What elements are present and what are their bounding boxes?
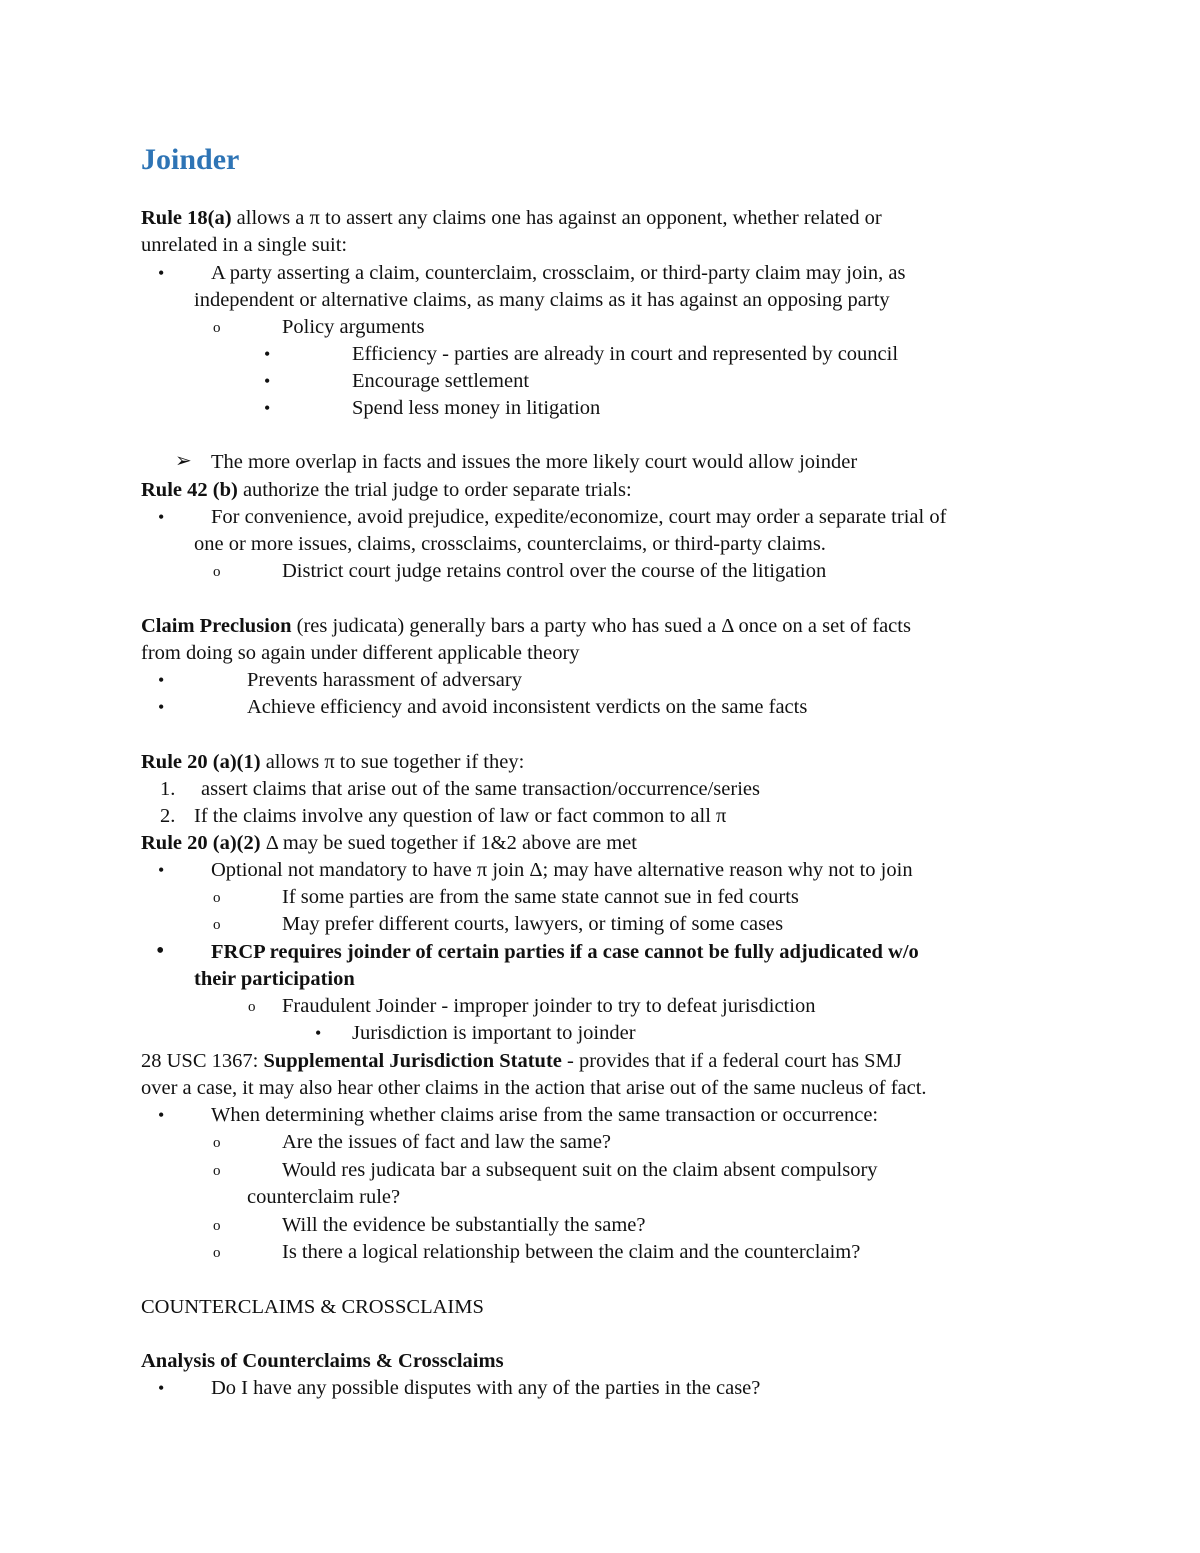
usc1367-sub2-line2: counterclaim rule? [247, 1186, 401, 1208]
rule18a-text1: allows a π to assert any claims one has against an opponent, whether related or [231, 207, 882, 229]
rule20a2-sub2: May prefer different courts, lawyers, or timing of some cases [282, 913, 784, 935]
claim-preclusion-line2: from doing so again under different applicable theory [141, 642, 580, 664]
ring-bullet-icon: o [213, 890, 221, 906]
rule18a-label: Rule 18(a) [141, 207, 232, 229]
bullet-icon: • [158, 507, 165, 527]
bullet-icon: • [156, 938, 165, 964]
rule20a2-bullet2-line1: FRCP requires joinder of certain parties if a case cannot be fully adjudicated w/o [211, 941, 919, 963]
rule18a-sub1: Policy arguments [282, 316, 425, 338]
bullet-icon: • [158, 670, 165, 690]
ring-bullet-icon: o [213, 564, 221, 580]
counterclaims-subheading: Analysis of Counterclaims & Crossclaims [141, 1350, 504, 1372]
rule20a1-text: allows π to sue together if they: [260, 751, 525, 773]
rule20a1-item2: If the claims involve any question of law or fact common to all π [194, 805, 727, 827]
rule18a-arrow-item: The more overlap in facts and issues the more likely court would allow joinder [211, 451, 858, 473]
rule20a2-bullet1: Optional not mandatory to have π join Δ; may have alternative reason why not to join [211, 859, 913, 881]
rule42b-bullet1-line2: one or more issues, claims, crossclaims, counterclaims, or third-party claims. [194, 533, 826, 555]
rule20a1-intro [141, 749, 524, 776]
usc1367-bullet1: When determining whether claims arise from the same transaction or occurrence: [211, 1104, 879, 1126]
ring-bullet-icon: o [213, 917, 221, 933]
bullet-icon: • [158, 1105, 165, 1125]
bullet-icon: • [158, 860, 165, 880]
bullet-icon: • [158, 697, 165, 717]
rule20a1-item1: assert claims that arise out of the same transaction/occurrence/series [201, 778, 760, 800]
bullet-icon: • [264, 344, 271, 364]
bullet-icon: • [315, 1023, 322, 1043]
bullet-icon: • [158, 1378, 165, 1398]
claim-preclusion-text1: (res judicata) generally bars a party who has sued a Δ once on a set of facts [291, 615, 911, 637]
rule20a2-sub3: Fraudulent Joinder - improper joinder to try to defeat jurisdiction [282, 995, 816, 1017]
rule20a2-text: Δ may be sued together if 1&2 above are met [260, 832, 637, 854]
rule42b-intro [141, 477, 632, 504]
rule20a1-item1-number: 1. [160, 778, 176, 800]
rule20a2-bullet2-line2: their participation [194, 968, 355, 990]
rule42b-bullet1-line1: For convenience, avoid prejudice, expedite/economize, court may order a separate trial of [211, 506, 947, 528]
arrow-bullet-icon: ➢ [175, 450, 192, 472]
usc1367-sub1: Are the issues of fact and law the same? [282, 1131, 612, 1153]
claim-preclusion-bullet1: Prevents harassment of adversary [247, 669, 522, 691]
ring-bullet-icon: o [213, 1218, 221, 1234]
ring-bullet-icon: o [213, 1245, 221, 1261]
counterclaims-heading: COUNTERCLAIMS & CROSSCLAIMS [141, 1296, 484, 1318]
usc1367-line1 [141, 1048, 902, 1075]
document-title: Joinder [141, 143, 240, 176]
claim-preclusion-bullet2: Achieve efficiency and avoid inconsistent verdicts on the same facts [247, 696, 808, 718]
rule18a-subsub3: Spend less money in litigation [352, 397, 601, 419]
rule18a-intro-line1 [141, 205, 882, 232]
usc1367-prefix: 28 USC 1367: [141, 1050, 264, 1072]
rule20a1-item2-number: 2. [160, 805, 176, 827]
rule18a-bullet1-line2: independent or alternative claims, as many claims as it has against an opposing party [194, 289, 890, 311]
usc1367-sub4: Is there a logical relationship between the claim and the counterclaim? [282, 1241, 861, 1263]
rule42b-sub1: District court judge retains control over the course of the litigation [282, 560, 827, 582]
rule20a2-subsub1: Jurisdiction is important to joinder [352, 1022, 636, 1044]
usc1367-sub2-line1: Would res judicata bar a subsequent suit on the claim absent compulsory [282, 1159, 878, 1181]
usc1367-sub3: Will the evidence be substantially the same? [282, 1214, 646, 1236]
rule18a-subsub2: Encourage settlement [352, 370, 530, 392]
bullet-icon: • [264, 398, 271, 418]
usc1367-text1: - provides that if a federal court has SMJ [561, 1050, 902, 1072]
ring-bullet-icon: o [248, 999, 256, 1015]
rule20a2-label: Rule 20 (a)(2) [141, 832, 261, 854]
rule18a-bullet1-line1: A party asserting a claim, counterclaim, crossclaim, or third-party claim may join, as [211, 262, 906, 284]
rule42b-label: Rule 42 (b) [141, 479, 238, 501]
usc1367-label: Supplemental Jurisdiction Statute [263, 1050, 562, 1072]
ring-bullet-icon: o [213, 1135, 221, 1151]
rule18a-intro-line2: unrelated in a single suit: [141, 234, 348, 256]
claim-preclusion-line1 [141, 613, 911, 640]
usc1367-line2: over a case, it may also hear other claims in the action that arise out of the same nucleus of fact. [141, 1077, 927, 1099]
bullet-icon: • [158, 263, 165, 283]
ring-bullet-icon: o [213, 320, 221, 336]
rule20a2-intro [141, 830, 637, 857]
rule20a1-label: Rule 20 (a)(1) [141, 751, 261, 773]
claim-preclusion-label: Claim Preclusion [141, 615, 292, 637]
rule18a-subsub1: Efficiency - parties are already in court and represented by council [352, 343, 899, 365]
bullet-icon: • [264, 371, 271, 391]
ring-bullet-icon: o [213, 1163, 221, 1179]
counterclaims-bullet1: Do I have any possible disputes with any of the parties in the case? [211, 1377, 761, 1399]
rule42b-text: authorize the trial judge to order separate trials: [237, 479, 632, 501]
rule20a2-sub1: If some parties are from the same state cannot sue in fed courts [282, 886, 799, 908]
